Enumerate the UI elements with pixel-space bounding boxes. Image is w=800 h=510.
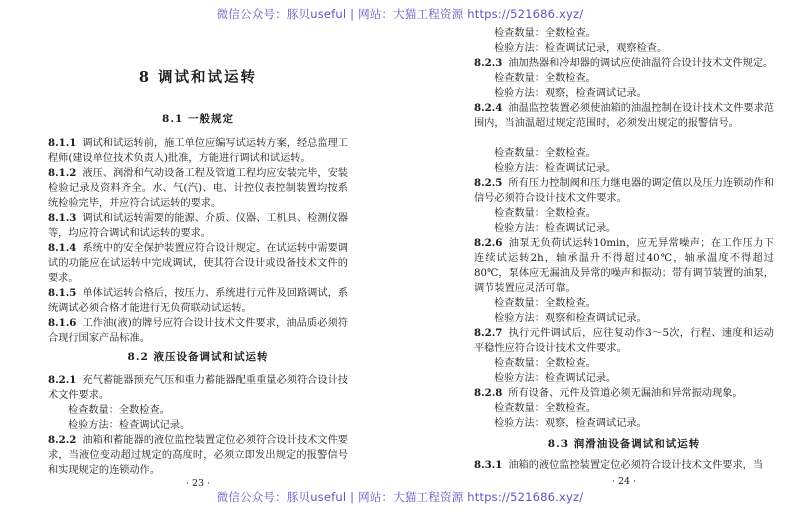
inspection-quantity: 检查数量：全数检查。 bbox=[494, 358, 596, 369]
clause-number: 8.1.2 bbox=[48, 167, 77, 179]
clause-text: 工作油(液)的牌号应符合设计技术文件要求，油品质必须符合现行国家产品标准。 bbox=[48, 318, 348, 344]
clause-8-1-3 bbox=[48, 211, 348, 241]
page-number-left: · 23 · bbox=[185, 478, 211, 489]
inspection-method: 检验方法：观察，检查调试记录。 bbox=[494, 418, 647, 429]
inspection-quantity: 检查数量：全数检查。 bbox=[68, 405, 170, 416]
inspection-method: 检验方法：检查调试记录，观察检查。 bbox=[494, 43, 668, 54]
section-8-1-heading: 8.1 一般规定 bbox=[162, 113, 234, 125]
clause-8-1-2 bbox=[48, 166, 348, 211]
section-8-2-heading: 8.2 液压设备调试和试运转 bbox=[127, 351, 269, 363]
clause-8-1-5 bbox=[48, 286, 348, 316]
clause-8-3-1 bbox=[474, 458, 774, 473]
clause-text: 油温监控装置必须使油箱的油温控制在设计技术文件要求范围内，当油温超过规定范围时，必须发出规定的报警信号。 bbox=[474, 103, 774, 129]
clause-8-2-1 bbox=[48, 373, 348, 403]
clause-text: 油泵无负荷试运转10min，应无异常噪声；在工作压力下连续试运转2h，轴承温升不得超过40℃，轴承温度不得超过80℃，泵体应无漏油及异常的噪声和振动；带有调节装置的油泵，调节装置应灵活可靠。 bbox=[474, 238, 774, 294]
clause-text: 油加热器和冷却器的调试应使油温符合设计技术文件规定。 bbox=[508, 58, 774, 69]
clause-number: 8.1.6 bbox=[48, 317, 77, 329]
clause-8-2-3 bbox=[474, 56, 774, 71]
clause-number: 8.1.4 bbox=[48, 242, 77, 254]
clause-text: 所有设备、元件及管道必须无漏油和异常振动现象。 bbox=[508, 388, 743, 399]
inspection-quantity: 检查数量：全数检查。 bbox=[494, 73, 596, 84]
watermark-bottom: 微信公众号：豚贝useful | 网站：大猫工程资源 https://521686.xyz/ bbox=[216, 490, 584, 504]
clause-text: 系统中的安全保护装置应符合设计规定。在试运转中需要调试的功能应在试运转中完成调试，使其符合设计或设备技术文件的要求。 bbox=[48, 243, 348, 284]
clause-8-1-6 bbox=[48, 316, 348, 346]
inspection-method: 检验方法：检查调试记录。 bbox=[68, 420, 191, 431]
section-8-3-heading: 8.3 润滑油设备调试和试运转 bbox=[547, 438, 701, 450]
clause-8-2-8 bbox=[474, 386, 774, 401]
clause-text: 单体试运转合格后，按压力、系统进行元件及回路调试，系统调试必须合格才能进行无负荷联动试运转。 bbox=[48, 288, 348, 314]
clause-number: 8.2.8 bbox=[474, 387, 503, 399]
clause-number: 8.2.5 bbox=[474, 177, 503, 189]
clause-text: 液压、润滑和气动设备工程及管道工程均应安装完毕，安装检验记录及资料齐全。水、气(汽)、电、计控仪表控制装置均按系统检验完毕，并应符合试运转的要求。 bbox=[48, 168, 348, 209]
clause-number: 8.2.6 bbox=[474, 237, 503, 249]
clause-text: 充气蓄能器预充气压和重力蓄能器配重重量必须符合设计技术文件要求。 bbox=[48, 375, 348, 401]
clause-number: 8.2.7 bbox=[474, 327, 503, 339]
clause-number: 8.1.5 bbox=[48, 287, 77, 299]
clause-text: 调试和试运转前，施工单位应编写试运转方案，经总监理工程师(建设单位技术负责人)批准，方能进行调试和试运转。 bbox=[48, 138, 348, 164]
clause-number: 8.2.1 bbox=[48, 374, 77, 386]
clause-number: 8.2.2 bbox=[48, 434, 77, 446]
inspection-method: 检验方法：检查调试记录。 bbox=[494, 373, 617, 384]
inspection-method: 检验方法：检查调试记录。 bbox=[494, 223, 617, 234]
inspection-quantity: 检查数量：全数检查。 bbox=[494, 208, 596, 219]
inspection-quantity: 检查数量：全数检查。 bbox=[494, 403, 596, 414]
clause-8-1-1 bbox=[48, 136, 348, 166]
clause-text: 调试和试运转需要的能源、介质、仪器、工机具、检测仪器等，均应符合调试和试运转的要求。 bbox=[48, 213, 348, 239]
inspection-method: 检验方法：观察，检查调试记录。 bbox=[494, 88, 647, 99]
page-number-right: · 24 · bbox=[611, 476, 637, 487]
inspection-method: 检验方法：检查调试记录。 bbox=[494, 163, 617, 174]
clause-number: 8.2.3 bbox=[474, 57, 503, 69]
clause-number: 8.2.4 bbox=[474, 102, 503, 114]
clause-8-2-6 bbox=[474, 236, 774, 296]
clause-text: 油箱的液位监控装置定位必须符合设计技术文件要求，当 bbox=[508, 460, 764, 471]
clause-8-2-4 bbox=[474, 101, 774, 131]
inspection-method: 检验方法：观察和检查调试记录。 bbox=[494, 313, 647, 324]
clause-8-2-7 bbox=[474, 326, 774, 356]
clause-8-2-5 bbox=[474, 176, 774, 206]
clause-text: 执行元件调试后，应往复动作3～5次，行程、速度和运动平稳性应符合设计技术文件要求。 bbox=[474, 328, 774, 354]
clause-number: 8.3.1 bbox=[474, 459, 503, 471]
clause-8-1-4 bbox=[48, 241, 348, 286]
clause-text: 所有压力控制阀和压力继电器的调定值以及压力连锁动作和信号必须符合设计技术文件要求。 bbox=[474, 178, 774, 204]
clause-number: 8.1.3 bbox=[48, 212, 77, 224]
clause-text: 油箱和蓄能器的液位监控装置定位必须符合设计技术文件要求，当液位变动超过规定的高度时，必须立即发出规定的报警信号和实现规定的连锁动作。 bbox=[48, 435, 348, 476]
watermark-top: 微信公众号：豚贝useful | 网站：大猫工程资源 https://521686.xyz/ bbox=[216, 7, 584, 21]
clause-8-2-2 bbox=[48, 433, 348, 478]
inspection-quantity: 检查数量：全数检查。 bbox=[494, 28, 596, 39]
chapter-title: 8 调试和试运转 bbox=[138, 69, 258, 86]
inspection-quantity: 检查数量：全数检查。 bbox=[494, 148, 596, 159]
clause-number: 8.1.1 bbox=[48, 137, 77, 149]
inspection-quantity: 检查数量：全数检查。 bbox=[494, 298, 596, 309]
